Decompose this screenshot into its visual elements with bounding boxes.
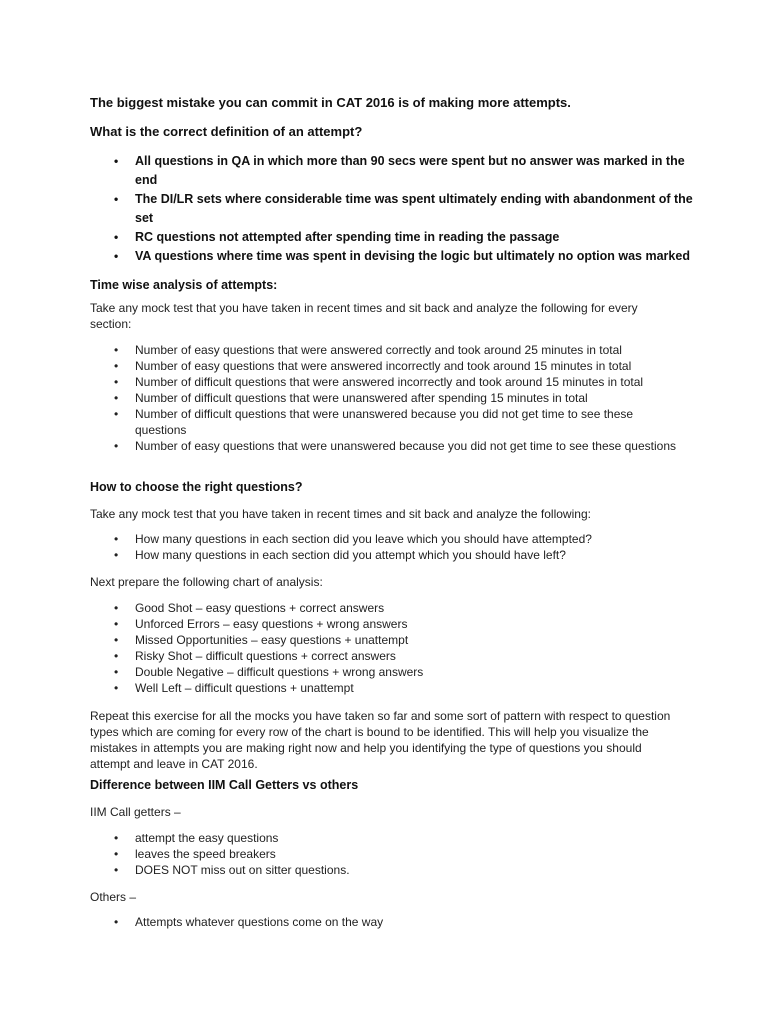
list-item-text: How many questions in each section did you leave which you should have attempted? xyxy=(135,532,592,546)
definition-question: What is the correct definition of an attempt? xyxy=(90,124,363,139)
list-item xyxy=(90,374,676,390)
bullet-icon: • xyxy=(114,407,119,421)
list-item-text: end xyxy=(135,173,158,187)
list-item xyxy=(90,547,592,563)
choose-heading: How to choose the right questions? xyxy=(90,480,303,494)
bullet-icon: • xyxy=(114,343,119,357)
others-label: Others – xyxy=(90,890,137,904)
list-item-text: Number of difficult questions that were unanswered after spending 15 minutes in total xyxy=(135,391,588,405)
list-item xyxy=(90,600,423,616)
text-line: section: xyxy=(90,317,132,331)
list-item-text: set xyxy=(135,211,154,225)
chart-intro: Next prepare the following chart of analysis: xyxy=(90,575,323,589)
iim-list xyxy=(90,830,350,878)
bullet-icon: • xyxy=(114,681,119,695)
bullet-icon: • xyxy=(114,915,119,929)
list-item-text: Unforced Errors – easy questions + wrong answers xyxy=(135,617,408,631)
list-item xyxy=(90,190,693,228)
list-item-text: Risky Shot – difficult questions + correct answers xyxy=(135,649,396,663)
iim-label: IIM Call getters – xyxy=(90,805,181,819)
repeat-paragraph xyxy=(90,708,670,772)
bullet-icon: • xyxy=(114,617,119,631)
list-item-text: Number of easy questions that were answered incorrectly and took around 15 minutes in total xyxy=(135,359,632,373)
list-item-text: attempt the easy questions xyxy=(135,831,279,845)
text-line: Repeat this exercise for all the mocks you have taken so far and some sort of pattern with respect to question xyxy=(90,709,671,723)
list-item-text: Number of easy questions that were unanswered because you did not get time to see these questions xyxy=(135,439,676,453)
choose-intro: Take any mock test that you have taken in recent times and sit back and analyze the following: xyxy=(90,507,591,521)
list-item-text: RC questions not attempted after spending time in reading the passage xyxy=(135,230,560,244)
bullet-icon: • xyxy=(114,649,119,663)
bullet-icon: • xyxy=(114,831,119,845)
text-line: Take any mock test that you have taken in recent times and sit back and analyze the following for every xyxy=(90,301,638,315)
list-item-text: Number of difficult questions that were answered incorrectly and took around 15 minutes in total xyxy=(135,375,644,389)
list-item xyxy=(90,616,423,632)
bullet-icon: • xyxy=(114,154,119,168)
list-item xyxy=(90,862,350,878)
list-item-text: Number of easy questions that were answered correctly and took around 25 minutes in total xyxy=(135,343,622,357)
bullet-icon: • xyxy=(114,391,119,405)
bullet-icon: • xyxy=(114,230,119,244)
difference-heading: Difference between IIM Call Getters vs others xyxy=(90,778,359,792)
list-item-text: questions xyxy=(135,423,187,437)
bullet-icon: • xyxy=(114,633,119,647)
definition-list xyxy=(90,152,693,266)
text-line: mistakes in attempts you are making right now and help you identifying the type of questions you should xyxy=(90,741,642,755)
list-item-text: DOES NOT miss out on sitter questions. xyxy=(135,863,350,877)
bullet-icon: • xyxy=(114,863,119,877)
list-item-text: Double Negative – difficult questions + wrong answers xyxy=(135,665,424,679)
time-list xyxy=(90,342,676,454)
list-item xyxy=(90,680,423,696)
bullet-icon: • xyxy=(114,665,119,679)
text-line: types which are coming for every row of the chart is bound to be identified. This will help you visualize the xyxy=(90,725,649,739)
list-item-text: leaves the speed breakers xyxy=(135,847,276,861)
list-item xyxy=(90,914,383,930)
chart-list xyxy=(90,600,423,696)
list-item xyxy=(90,342,676,358)
choose-list xyxy=(90,531,592,563)
list-item-text: VA questions where time was spent in devising the logic but ultimately no option was marked xyxy=(135,249,690,263)
intro-line: The biggest mistake you can commit in CAT 2016 is of making more attempts. xyxy=(90,95,571,110)
text-line: attempt and leave in CAT 2016. xyxy=(90,757,258,771)
list-item xyxy=(90,830,350,846)
bullet-icon: • xyxy=(114,359,119,373)
list-item-text: The DI/LR sets where considerable time was spent ultimately ending with abandonment of the xyxy=(135,192,693,206)
list-item-text: How many questions in each section did you attempt which you should have left? xyxy=(135,548,566,562)
bullet-icon: • xyxy=(114,601,119,615)
list-item-text: Well Left – difficult questions + unattempt xyxy=(135,681,354,695)
list-item-text: All questions in QA in which more than 90 secs were spent but no answer was marked in the xyxy=(135,154,685,168)
list-item xyxy=(90,390,676,406)
bullet-icon: • xyxy=(114,439,119,453)
list-item xyxy=(90,358,676,374)
list-item xyxy=(90,438,676,454)
list-item-text: Number of difficult questions that were unanswered because you did not get time to see these xyxy=(135,407,634,421)
list-item xyxy=(90,406,676,438)
list-item xyxy=(90,531,592,547)
list-item xyxy=(90,247,693,266)
bullet-icon: • xyxy=(114,375,119,389)
bullet-icon: • xyxy=(114,192,119,206)
list-item xyxy=(90,152,693,190)
time-heading: Time wise analysis of attempts: xyxy=(90,278,278,292)
list-item-text: Missed Opportunities – easy questions + unattempt xyxy=(135,633,409,647)
bullet-icon: • xyxy=(114,532,119,546)
list-item xyxy=(90,228,693,247)
list-item xyxy=(90,664,423,680)
bullet-icon: • xyxy=(114,249,119,263)
list-item-text: Attempts whatever questions come on the way xyxy=(135,915,384,929)
bullet-icon: • xyxy=(114,548,119,562)
list-item xyxy=(90,648,423,664)
list-item xyxy=(90,632,423,648)
list-item-text: Good Shot – easy questions + correct answers xyxy=(135,601,385,615)
list-item xyxy=(90,846,350,862)
others-list xyxy=(90,914,383,930)
bullet-icon: • xyxy=(114,847,119,861)
time-intro xyxy=(90,300,638,332)
